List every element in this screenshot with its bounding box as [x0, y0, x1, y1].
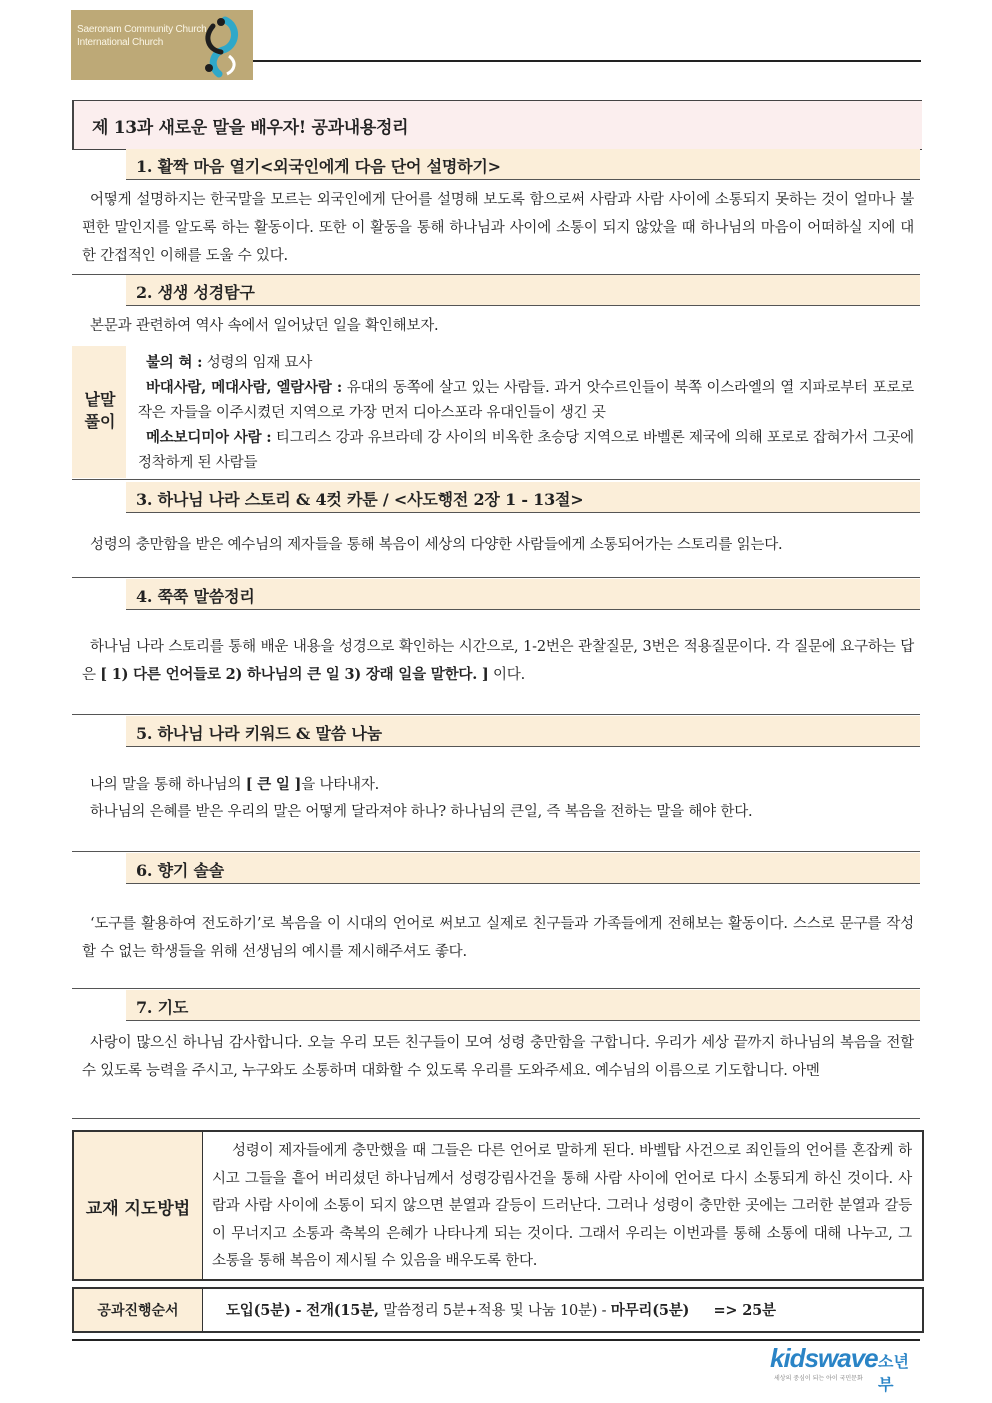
section-header-2	[126, 275, 920, 306]
word-term: 메소보디미아 사람 :	[146, 429, 272, 446]
divider	[72, 1118, 920, 1119]
divider	[72, 988, 920, 989]
word-desc: 티그리스 강과 유브라데 강 사이의 비옥한 초승당 지역으로 바벨론 제국에 의해 포로로 잡혀가서 그곳에 정착하게 된 사람들	[138, 430, 914, 471]
brand-tagline: 세상의 중심이 되는 아이 국민문화	[774, 1375, 863, 1382]
divider	[72, 714, 920, 715]
footer-rule	[72, 1339, 920, 1341]
section-header-7	[126, 990, 920, 1021]
kidswave-logo	[770, 1343, 920, 1394]
order-part: 말씀정리 5분+적용 및 나눔 10분) -	[378, 1303, 611, 1319]
guide-text: 성령이 제자들에게 충만했을 때 그들은 다른 언어로 말하게 된다. 바벨탑 사건으로 죄인들의 언어를 혼잡케 하시고 그들을 흩어 버리셨던 하나님께서 성령강림사건을 통해 사람 사이에 언어로 다시 소통되게 하신 것이다. 사람과 사람 사이에 소통이 되지 않으면 분열과 갈등이 드러난다. 그러나 성령이 충만한 곳에는 그러한 분열과 갈등이 무너지고 소통과 축복의 은혜가 나타나게 되는 것이다. 그래서 우리는 이번과를 통해 소통에 대해 나누고, 그 소통을 통해 복음이 제시될 수 있음을 배우도록 한다.	[212, 1143, 912, 1269]
section-text-1: 어떻게 설명하지는 한국말을 모르는 외국인에게 단어를 설명해 보도록 함으로써 사람과 사람 사이에 소통되지 못하는 것이 얼마나 불편한 말인지를 알도록 하는 활동이다. 또한 이 활동을 통해 하나님과 사이에 소통이 되지 않았을 때 하나님의 마음이 어떠하실 지에 대한 간접적인 이해를 도울 수 있다.	[82, 192, 914, 264]
keyword-text: [ 큰 일 ]	[245, 776, 302, 793]
church-emblem-icon	[199, 16, 247, 78]
order-label: 공과진행순서	[97, 1303, 179, 1319]
word-desc: 유대의 동쪽에 살고 있는 사람들. 과거 앗수르인들이 북쪽 이스라엘의 열 지파로부터 포로로 작은 자들을 이주시켰던 지역으로 가장 먼저 디아스포라 유대인들이 생긴 곳	[138, 380, 914, 421]
brand-name: kidswave	[770, 1343, 878, 1373]
word-item	[146, 350, 922, 376]
church-name-line1: Saeronam Community Church	[77, 24, 207, 35]
section-header-1	[126, 149, 920, 180]
divider	[72, 479, 920, 480]
words-label	[72, 346, 126, 478]
section-text-4	[82, 633, 914, 689]
order-text	[226, 1299, 776, 1320]
word-term: 바대사람, 메대사람, 엘람사람 :	[146, 379, 343, 396]
section-heading: 3. 하나님 나라 스토리 & 4컷 카툰 / <사도행전 2장 1 - 13절>	[136, 490, 584, 509]
words-label-line1: 낱말	[84, 390, 116, 409]
church-name-line2: International Church	[77, 37, 164, 48]
text-part: 이다.	[488, 667, 525, 683]
guide-table	[72, 1130, 924, 1281]
section-header-5	[126, 716, 920, 747]
lesson-title-box	[72, 100, 922, 150]
word-item	[138, 425, 914, 476]
section-header-4	[126, 579, 920, 610]
section-text-7: 사랑이 많으신 하나님 감사합니다. 오늘 우리 모든 친구들이 모여 성령 충만함을 구합니다. 우리가 세상 끝까지 하나님의 복음을 전할 수 있도록 능력을 주시고, 누구와도 소통하며 대화할 수 있도록 우리를 도와주세요. 예수님의 이름으로 기도합니다. 아멘	[82, 1035, 914, 1079]
section-heading: 2. 생생 성경탐구	[136, 283, 255, 302]
section-text-3: 성령의 충만함을 받은 예수님의 제자들을 통해 복음이 세상의 다양한 사람들에게 소통되어가는 스토리를 읽는다.	[90, 537, 783, 553]
words-label-line2: 풀이	[84, 412, 116, 431]
text-part: 을 나타내자.	[301, 777, 380, 793]
section-text-6: ‘도구를 활용하여 전도하기’로 복음을 이 시대의 언어로 써보고 실제로 친구들과 가족들에게 전해보는 활동이다. 스스로 문구를 작성할 수 없는 학생들을 위해 선생님의 예시를 제시해주셔도 좋다.	[82, 916, 914, 960]
lesson-title: 제 13과 새로운 말을 배우자! 공과내용정리	[92, 118, 409, 138]
guide-label: 교재 지도방법	[85, 1199, 191, 1219]
word-term: 불의 혀 :	[146, 354, 203, 371]
church-logo	[71, 10, 253, 80]
section-heading: 1. 활짝 마음 열기<외국인에게 다음 단어 설명하기>	[136, 157, 501, 176]
guide-label-cell	[74, 1132, 203, 1279]
divider	[72, 851, 920, 852]
order-part: 도입(5분) - 전개(15분,	[226, 1302, 379, 1319]
section-header-6	[126, 853, 920, 884]
header-rule	[253, 60, 921, 62]
section-text-2: 본문과 관련하여 역사 속에서 일어났던 일을 확인해보자.	[90, 318, 439, 334]
section-heading: 6. 향기 솔솔	[136, 861, 225, 880]
order-label-cell	[74, 1289, 203, 1331]
answer-text: [ 1) 다른 언어들로 2) 하나님의 큰 일 3) 장래 일을 말한다. ]	[100, 666, 489, 683]
section-text-5a	[90, 771, 922, 799]
text-part: 나의 말을 통해 하나님의	[90, 777, 246, 793]
section-text-5b: 하나님의 은혜를 받은 우리의 말은 어떻게 달라져야 하나? 하나님의 큰일, 즉 복음을 전하는 말을 해야 한다.	[90, 804, 753, 820]
section-heading: 5. 하나님 나라 키워드 & 말씀 나눔	[136, 724, 382, 743]
brand-suffix: 소년부	[878, 1352, 909, 1394]
text-part: 하나님 나라 스토리를 통해 배운 내용을 성경으로 확인하는 시간으로, 1-2번은 관찰질문, 3번은 적용질문이다. 각 질문에 요구하는 답은	[82, 639, 914, 683]
section-heading: 4. 쭉쭉 말씀정리	[136, 587, 255, 606]
word-desc: 성령의 임재 묘사	[202, 355, 313, 371]
order-table	[72, 1287, 924, 1333]
section-heading: 7. 기도	[136, 998, 189, 1017]
divider	[72, 577, 920, 578]
order-part: 마무리(5분) => 25분	[610, 1302, 776, 1319]
section-header-3	[126, 482, 920, 513]
word-item	[138, 375, 914, 426]
